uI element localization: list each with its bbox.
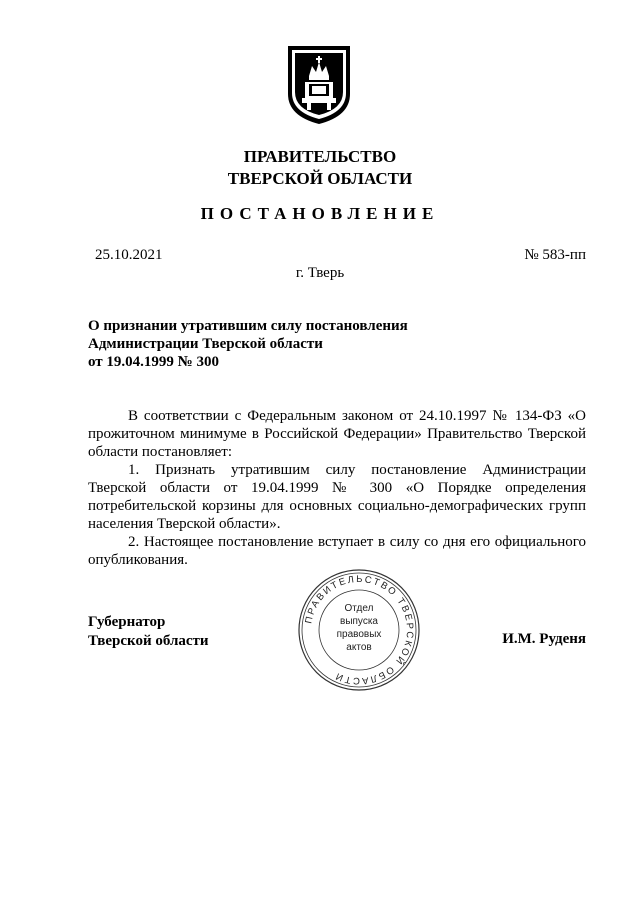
- signatory-name: И.М. Руденя: [502, 631, 586, 647]
- stamp-ring-text: ПРАВИТЕЛЬСТВО ТВЕРСКОЙ ОБЛАСТИ: [303, 573, 416, 687]
- body-item-2: 2. Настоящее постановление вступает в силу со дня его официального опубликования.: [88, 534, 586, 568]
- government-title: [0, 146, 640, 190]
- decree-date: 25.10.2021: [95, 247, 163, 263]
- body-item-1: 1. Признать утратившим силу постановление Администрации Тверской области от 19.04.1999 № 300 «О Порядке определения потребительской корзины для основных социально-демографических групп населения Тверской области».: [88, 462, 586, 532]
- government-title-line2: ТВЕРСКОЙ ОБЛАСТИ: [227, 169, 413, 188]
- decree-city: г. Тверь: [295, 265, 345, 281]
- subject-line3: от 19.04.1999 № 300: [88, 354, 219, 370]
- decree-number: № 583-пп: [524, 247, 586, 263]
- stamp-inner-line4: актов: [346, 642, 372, 653]
- coat-of-arms-emblem: [285, 44, 353, 126]
- stamp-inner-text: [297, 602, 421, 654]
- subject-line1: О признании утратившим силу постановления: [88, 318, 408, 334]
- subject-line2: Администрации Тверской области: [88, 336, 323, 352]
- signatory-title-line1: Губернатор: [88, 614, 166, 630]
- document-type-heading: ПОСТАНОВЛЕНИЕ: [200, 204, 440, 223]
- decree-subject: [88, 317, 408, 371]
- official-stamp: [297, 568, 421, 692]
- body-preamble: В соответствии с Федеральным законом от 24.10.1997 № 134-ФЗ «О прожиточном минимуме в Российской Федерации» Правительство Тверской области постановляет:: [88, 408, 586, 460]
- stamp-inner-line1: Отдел: [344, 603, 374, 614]
- signatory-title-line2: Тверской области: [88, 633, 209, 649]
- government-title-line1: ПРАВИТЕЛЬСТВО: [243, 147, 397, 166]
- decree-body: [88, 407, 586, 569]
- stamp-inner-line3: правовых: [336, 629, 382, 640]
- signatory-title: [88, 613, 209, 651]
- stamp-inner-line2: выпуска: [340, 616, 378, 627]
